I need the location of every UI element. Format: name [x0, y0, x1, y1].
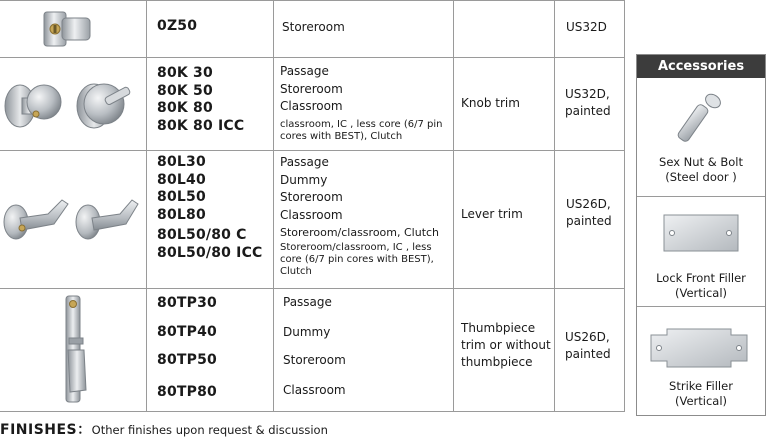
finishes-text: Other finishes upon request & discussion [91, 423, 328, 437]
col-divider [554, 0, 555, 412]
function-list [280, 154, 452, 278]
function-list [280, 63, 452, 143]
knob-trim-image [2, 72, 142, 142]
row-divider [0, 411, 625, 412]
model-number: 80K 80 [157, 100, 213, 116]
finishes-separator: ： [77, 422, 92, 438]
function-text: Passage [283, 295, 332, 309]
model-list [157, 65, 244, 135]
trim-type: Thumbpiece trim or without thumbpiece [461, 321, 551, 369]
function-text: Passage [280, 64, 329, 78]
function-text: Classroom [280, 99, 343, 113]
row-divider [0, 0, 625, 1]
model-list [157, 154, 263, 262]
model-number: 80TP30 [157, 295, 217, 311]
function-text: Storeroom/classroom, Clutch [280, 226, 440, 239]
function-text: Classroom [283, 383, 346, 397]
model-number: 80L40 [157, 171, 206, 188]
model-number: 80TP50 [157, 352, 217, 368]
function-text: Storeroom [283, 353, 346, 367]
trim-type: Knob trim [461, 96, 520, 110]
accessory-label: Lock Front Filler [656, 271, 746, 285]
function-text: Passage [280, 155, 329, 169]
trim-plate-image [38, 8, 98, 56]
model-number: 80L50 [157, 189, 206, 205]
model-number: 80K 50 [157, 82, 213, 99]
accessories-panel [636, 54, 766, 416]
function-text: Storeroom [280, 190, 343, 204]
finish-text: US26D, painted [566, 197, 612, 228]
finishes-note [0, 419, 328, 439]
model-number: 80K 30 [157, 65, 213, 81]
model-number: 80K 80 ICC [157, 117, 245, 134]
accessories-title: Accessories [637, 55, 765, 78]
row-divider [0, 57, 625, 58]
function-text: Storeroom [280, 81, 343, 96]
function-text: Classroom [280, 207, 343, 222]
col-divider [146, 0, 147, 412]
model-number: 80TP40 [157, 324, 217, 340]
function-text: classroom, IC , less core (6/7 pin cores with BEST), Clutch [280, 118, 443, 142]
col-divider [624, 0, 625, 412]
finish-text: US26D, painted [565, 330, 611, 361]
lock-front-filler-image [663, 213, 741, 259]
trim-type: Lever trim [461, 207, 523, 221]
accessory-label: (Vertical) [674, 286, 728, 300]
finish-text: US32D, painted [565, 87, 611, 118]
model-number: 80L80 [157, 206, 206, 223]
accessory-label: Sex Nut & Bolt [659, 155, 743, 169]
accessory-divider [637, 196, 765, 197]
row-divider [0, 288, 625, 289]
accessory-label: (Vertical) [674, 394, 728, 408]
model-number: 0Z50 [157, 18, 198, 34]
function-text: Storeroom [282, 20, 345, 34]
finish-text: US32D [566, 20, 607, 34]
lever-trim-image [2, 192, 142, 252]
finishes-label: FINISHES [0, 422, 78, 438]
col-divider [453, 0, 454, 412]
function-text: Storeroom/classroom, IC , less core (6/7 pin cores with BEST), Clutch [280, 242, 434, 277]
accessory-label: Strike Filler [669, 379, 733, 393]
model-number: 80L50/80 ICC [157, 244, 263, 261]
accessory-divider [637, 306, 765, 307]
model-number: 80L50/80 C [157, 227, 247, 243]
strike-filler-image [649, 327, 749, 373]
col-divider [273, 0, 274, 412]
model-number: 80TP80 [157, 384, 217, 400]
row-divider [0, 150, 625, 151]
function-text: Dummy [280, 172, 328, 187]
thumbpiece-trim-image [60, 294, 92, 410]
accessory-label: (Steel door ) [665, 170, 737, 184]
function-text: Dummy [283, 325, 331, 339]
model-number: 80L30 [157, 154, 206, 170]
sex-nut-bolt-image [673, 91, 729, 151]
